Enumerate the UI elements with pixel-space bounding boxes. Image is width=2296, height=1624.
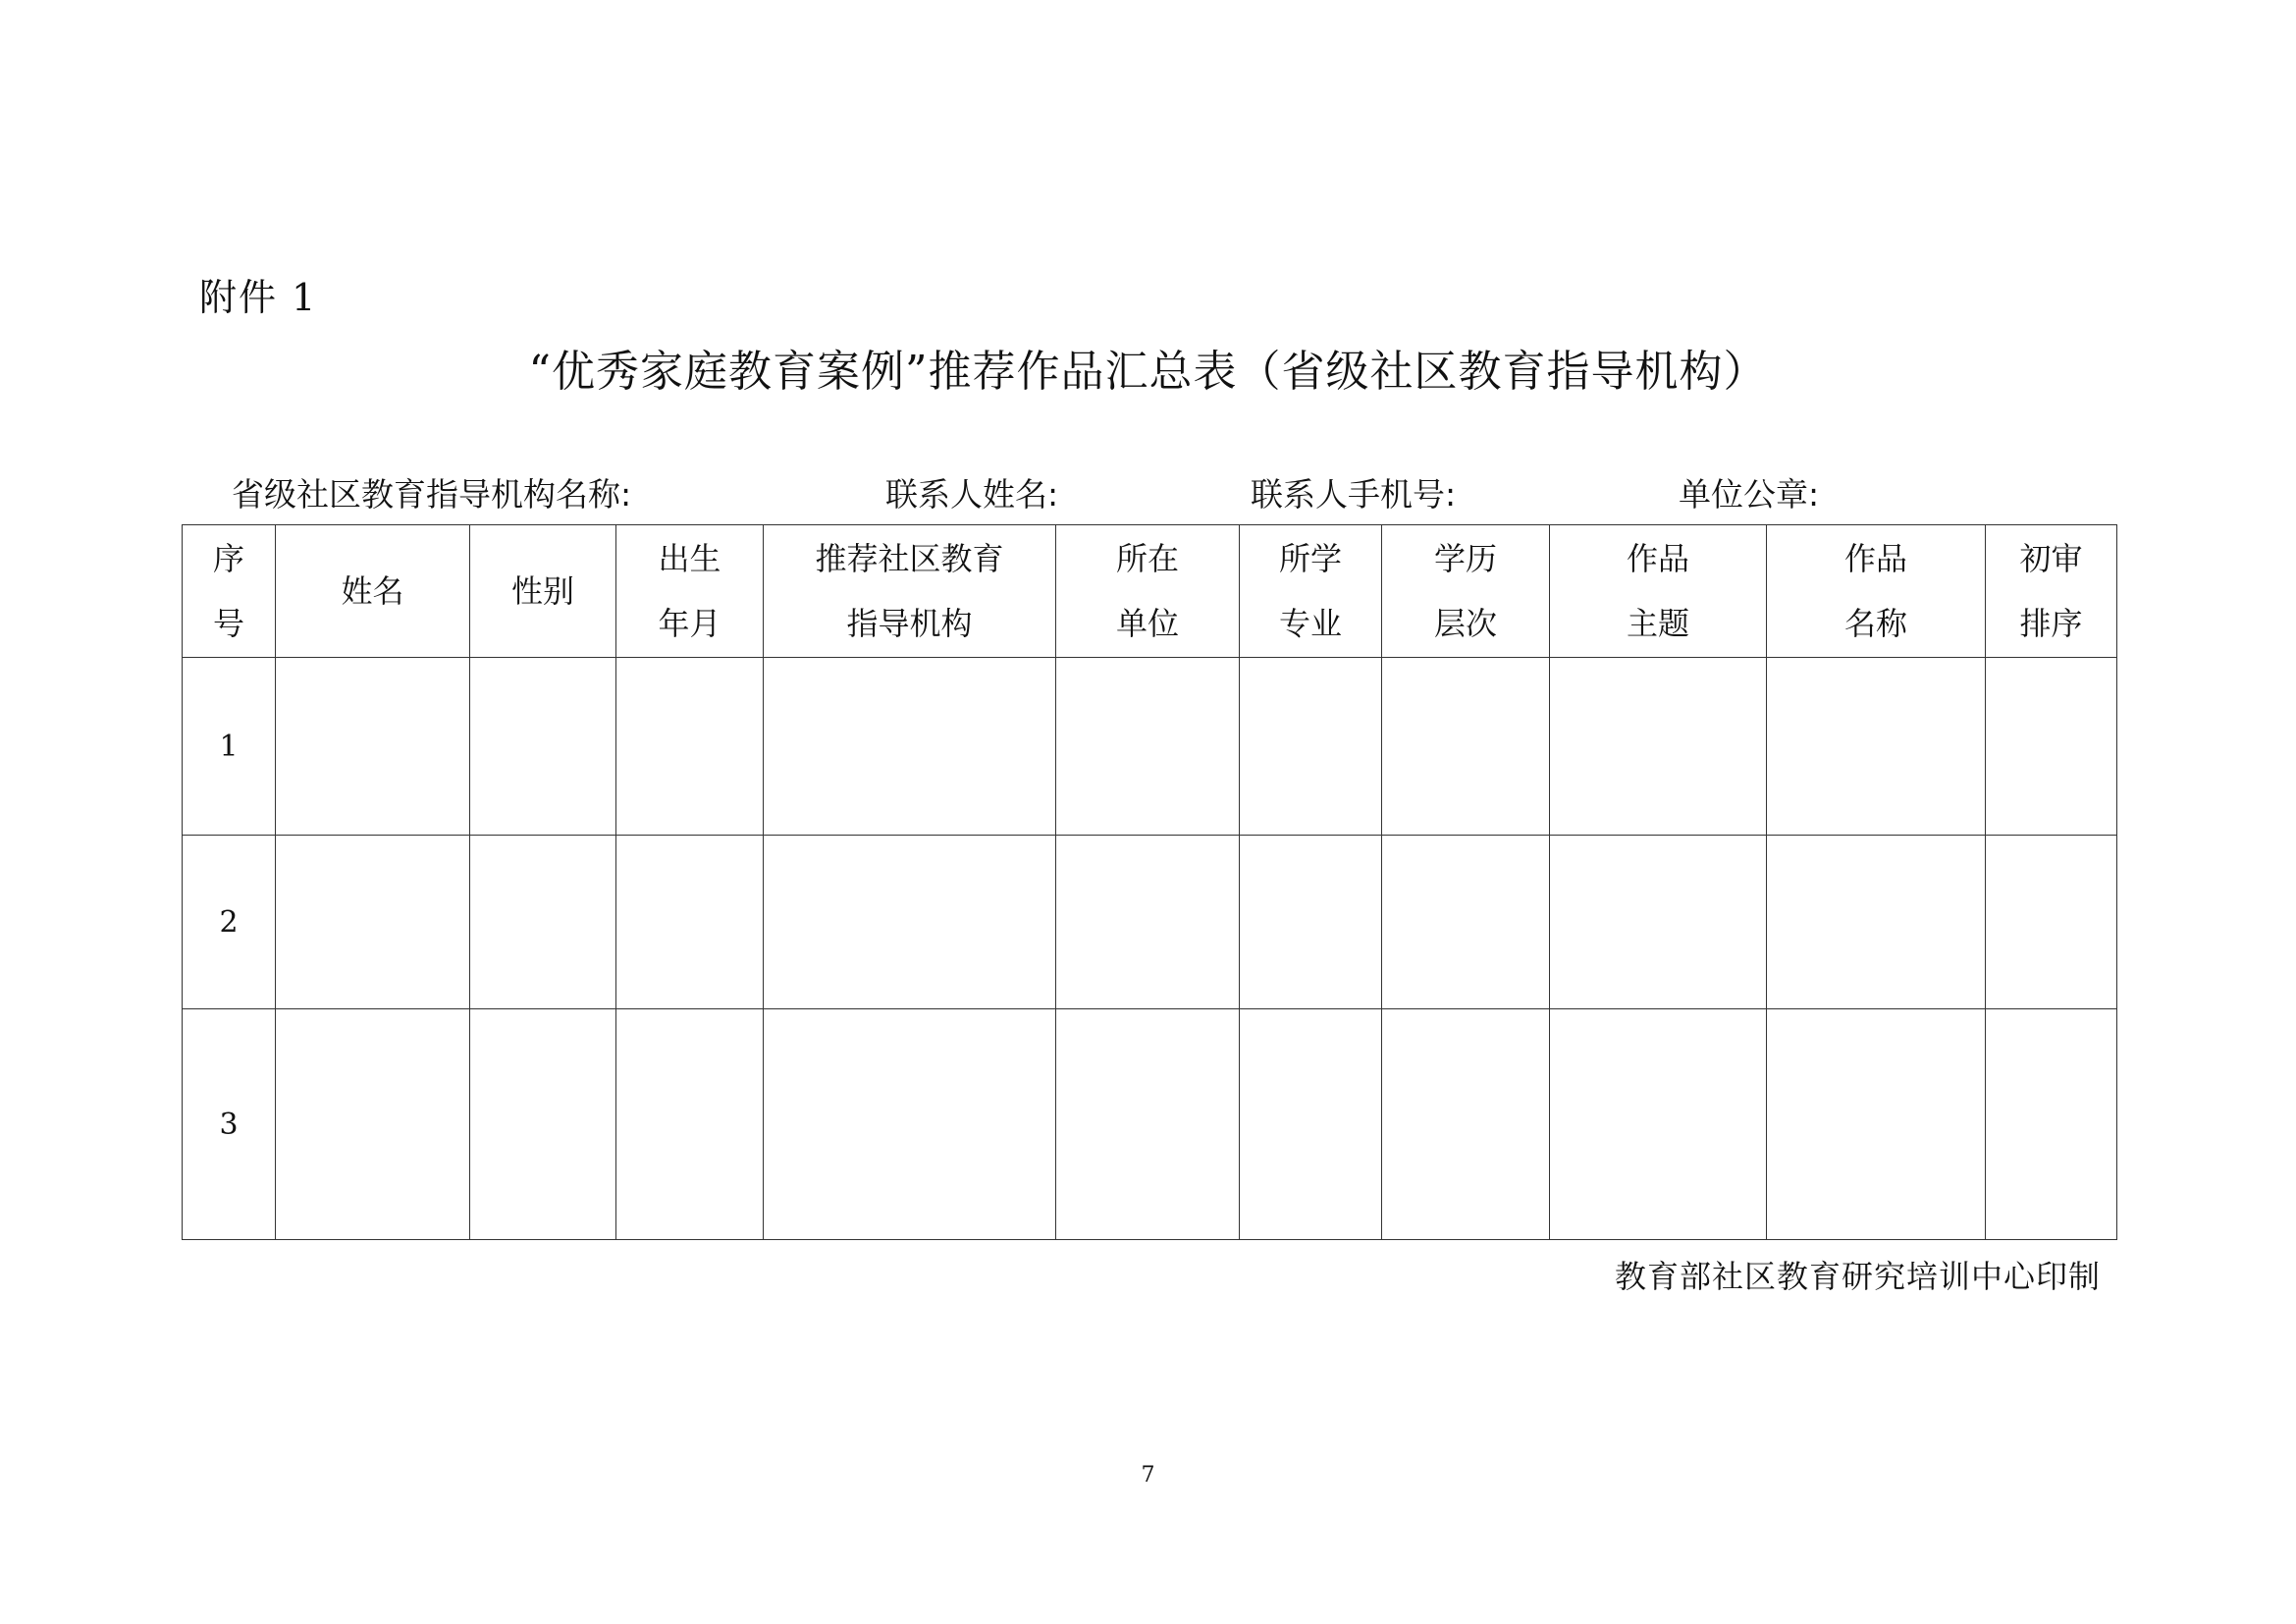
org-name-label: 省级社区教育指导机构名称: [232, 475, 632, 514]
header-index: 序 号 [183, 525, 276, 658]
table-row [183, 836, 2117, 1009]
header-workplace: 所在 单位 [1056, 525, 1240, 658]
cell-education[interactable] [1382, 1009, 1550, 1240]
cell-birth[interactable] [616, 836, 764, 1009]
cell-workplace[interactable] [1056, 1009, 1240, 1240]
cell-gender[interactable] [470, 836, 616, 1009]
cell-ranking[interactable] [1986, 658, 2117, 836]
cell-name[interactable] [276, 1009, 470, 1240]
contact-phone-label: 联系人手机号: [1251, 475, 1457, 514]
form-meta-row [232, 469, 2146, 518]
header-major: 所学 专业 [1240, 525, 1382, 658]
cell-gender[interactable] [470, 658, 616, 836]
cell-ranking[interactable] [1986, 1009, 2117, 1240]
header-work-theme: 作品 主题 [1550, 525, 1767, 658]
cell-work-theme[interactable] [1550, 836, 1767, 1009]
table-row [183, 1009, 2117, 1240]
cell-name[interactable] [276, 836, 470, 1009]
header-education: 学历 层次 [1382, 525, 1550, 658]
cell-gender[interactable] [470, 1009, 616, 1240]
header-recommending-org: 推荐社区教育 指导机构 [764, 525, 1056, 658]
row-index: 1 [183, 658, 276, 836]
header-name: 姓名 [276, 525, 470, 658]
row-index: 2 [183, 836, 276, 1009]
cell-ranking[interactable] [1986, 836, 2117, 1009]
cell-major[interactable] [1240, 658, 1382, 836]
header-work-title: 作品 名称 [1767, 525, 1986, 658]
header-row [183, 525, 2117, 658]
cell-work-title[interactable] [1767, 836, 1986, 1009]
cell-work-title[interactable] [1767, 1009, 1986, 1240]
cell-education[interactable] [1382, 836, 1550, 1009]
seal-label: 单位公章: [1679, 475, 1820, 514]
row-index: 3 [183, 1009, 276, 1240]
cell-major[interactable] [1240, 1009, 1382, 1240]
cell-birth[interactable] [616, 1009, 764, 1240]
cell-recommending-org[interactable] [764, 836, 1056, 1009]
cell-work-theme[interactable] [1550, 1009, 1767, 1240]
cell-name[interactable] [276, 658, 470, 836]
summary-table [182, 524, 2117, 1240]
cell-work-title[interactable] [1767, 658, 1986, 836]
header-ranking: 初审 排序 [1986, 525, 2117, 658]
cell-major[interactable] [1240, 836, 1382, 1009]
cell-education[interactable] [1382, 658, 1550, 836]
cell-workplace[interactable] [1056, 658, 1240, 836]
cell-recommending-org[interactable] [764, 658, 1056, 836]
document-title: “优秀家庭教育案例”推荐作品汇总表（省级社区教育指导机构） [528, 347, 1768, 397]
attachment-label: 附件 1 [199, 276, 318, 319]
cell-work-theme[interactable] [1550, 658, 1767, 836]
header-birth: 出生 年月 [616, 525, 764, 658]
contact-name-label: 联系人姓名: [885, 475, 1059, 514]
printed-by-note: 教育部社区教育研究培训中心印制 [1614, 1258, 2101, 1295]
cell-workplace[interactable] [1056, 836, 1240, 1009]
cell-recommending-org[interactable] [764, 1009, 1056, 1240]
header-gender: 性别 [470, 525, 616, 658]
table-row [183, 658, 2117, 836]
page-number: 7 [1141, 1463, 1155, 1488]
cell-birth[interactable] [616, 658, 764, 836]
